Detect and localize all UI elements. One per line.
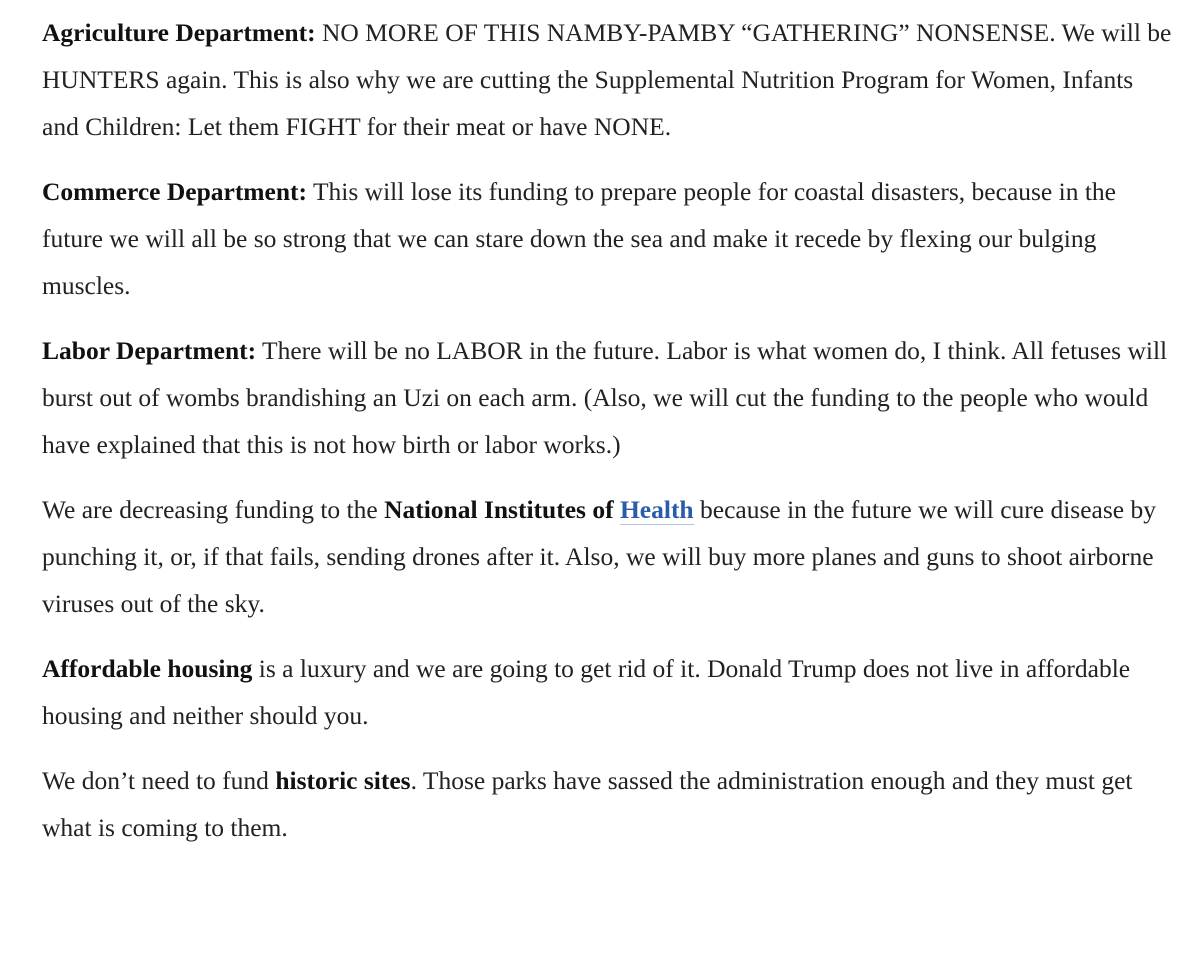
labor-department-heading: Labor Department: <box>42 336 257 365</box>
paragraph-historic-sites <box>42 757 1172 851</box>
commerce-department-heading: Commerce Department: <box>42 177 308 206</box>
nih-text-after: because in the future we will cure disease by punching it, or, if that fails, sending drones after it. Also, we will buy more planes and guns to shoot airborne viruses out of the sky. <box>42 495 1156 618</box>
commerce-department-text: This will lose its funding to prepare people for coastal disasters, because in the future we will all be so strong that we can stare down the sea and make it recede by flexing our bulging muscles. <box>42 177 1116 300</box>
affordable-housing-text: is a luxury and we are going to get rid of it. Donald Trump does not live in affordable housing and neither should you. <box>42 654 1131 730</box>
article-body <box>42 9 1172 869</box>
labor-department-text: There will be no LABOR in the future. Labor is what women do, I think. All fetuses will burst out of wombs brandishing an Uzi on each arm. (Also, we will cut the funding to the people who would have explained that this is not how birth or labor works.) <box>42 336 1168 459</box>
historic-sites-text-before: We don’t need to fund <box>42 766 276 795</box>
paragraph-commerce <box>42 168 1172 309</box>
health-link[interactable]: Health <box>619 495 694 524</box>
paragraph-labor <box>42 327 1172 468</box>
paragraph-agriculture <box>42 9 1172 150</box>
nih-bold-name: National Institutes of <box>384 495 620 524</box>
agriculture-department-heading: Agriculture Department: <box>42 18 316 47</box>
nih-text-before: We are decreasing funding to the <box>42 495 385 524</box>
paragraph-nih <box>42 486 1172 627</box>
historic-sites-text-after: . Those parks have sassed the administration enough and they must get what is coming to them. <box>42 766 1133 842</box>
historic-sites-bold: historic sites <box>275 766 411 795</box>
affordable-housing-heading: Affordable housing <box>42 654 253 683</box>
agriculture-department-text: NO MORE OF THIS NAMBY-PAMBY “GATHERING” NONSENSE. We will be HUNTERS again. This is also why we are cutting the Supplemental Nutrition Program for Women, Infants and Children: Let them FIGHT for their meat or have NONE. <box>42 18 1172 141</box>
paragraph-housing <box>42 645 1172 739</box>
